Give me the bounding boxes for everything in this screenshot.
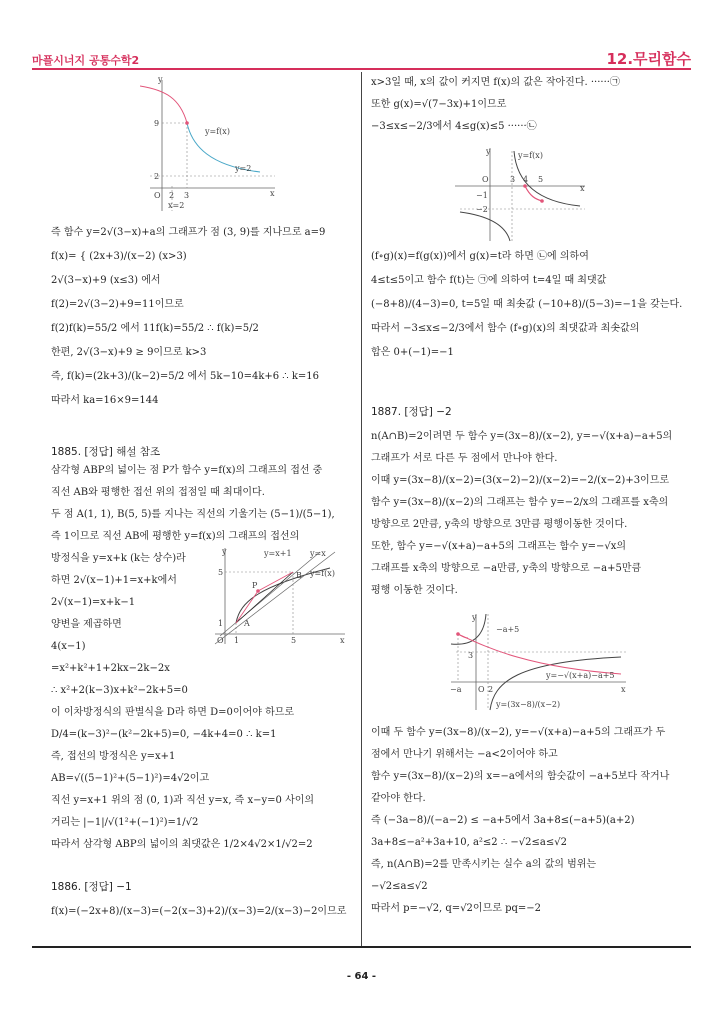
footer-rule [32, 946, 691, 948]
text-line: D/4=(k−3)²−(k²−2k+5)=0, −4k+4=0 ∴ k=1 [51, 729, 277, 740]
text-line: 4(x−1) [51, 641, 86, 652]
text-line: 함수 y=(3x−8)/(x−2)의 그래프는 함수 y=−2/x의 그래프를 x축의 [371, 497, 669, 508]
text-line: x>3일 때, x의 값이 커지면 f(x)의 값은 작아진다. ······㉠ [371, 77, 620, 88]
text-line: 직선 y=x+1 위의 점 (0, 1)과 직선 y=x, 즉 x−y=0 사이의 [51, 795, 315, 806]
fig1-tick-3: 3 [184, 191, 190, 200]
fig3-x-label: x [580, 184, 585, 193]
text-line: 방향으로 2만큼, y축의 방향으로 3만큼 평행이동한 것이다. [371, 519, 628, 530]
text-line: 이때 y=(3x−8)/(x−2)=(3(x−2)−2)/(x−2)=−2/(x−2)+3이므로 [371, 475, 670, 486]
text-line: =x²+k²+1+2kx−2k−2x [51, 663, 170, 674]
text-line: 삼각형 ABP의 넓이는 점 P가 함수 y=f(x)의 그래프의 접선 중 [51, 465, 323, 476]
fig4-x-label: x [621, 685, 626, 694]
text-line: 그래프를 x축의 방향으로 −a만큼, y축의 방향으로 −a+5만큼 [371, 563, 642, 574]
fig2-origin: O [217, 636, 224, 645]
figure-1885-prev-graph [140, 76, 280, 216]
fig2-point-p: P [252, 581, 258, 590]
fig2-x-label: x [340, 636, 345, 645]
fig2-fx-label: y=f(x) [310, 569, 335, 578]
answer-1885-heading: 1885. [정답] 해설 참조 [51, 446, 161, 458]
text-line: 따라서 삼각형 ABP의 넓이의 최댓값은 1/2×4√2×1/√2=2 [51, 839, 313, 850]
text-line: (f∘g)(x)=f(g(x))에서 g(x)=t라 하면 ㉡에 의하여 [371, 251, 589, 262]
text-line: −3≤x≤−2/3에서 4≤g(x)≤5 ······㉡ [371, 121, 537, 132]
text-line: f(x)=(−2x+8)/(x−3)=(−2(x−3)+2)/(x−3)=2/(x−3)−2이므로 [51, 906, 347, 917]
text-line: 평행 이동한 것이다. [371, 585, 458, 596]
fig3-tick-3: 3 [510, 175, 516, 184]
text-line: 즉 함수 y=2√(3−x)+a의 그래프가 점 (3, 9)를 지나므로 a=9 [51, 227, 326, 238]
fig1-ytick-2: 2 [154, 172, 160, 181]
answer-1887-heading: 1887. [정답] −2 [371, 406, 452, 418]
chapter-title: 12.무리함수 [606, 50, 691, 68]
text-line: 방정식을 y=x+k (k는 상수)라 [51, 553, 186, 564]
text-line: (−8+8)/(4−3)=0, t=5일 때 최솟값 (−10+8)/(5−3)=−1을 갖는다. [371, 299, 683, 310]
text-line: 점에서 만나기 위해서는 −a<2이어야 하고 [371, 749, 558, 760]
text-line: 즉 (−3a−8)/(−a−2) ≤ −a+5에서 3a+8≤(−a+5)(a+2) [371, 815, 635, 826]
text-line: 즉, f(k)=(2k+3)/(k−2)=5/2 에서 5k−10=4k+6 ∴ k=16 [51, 371, 319, 382]
fig3-ytick-m1: −1 [476, 191, 488, 200]
text-line: 두 점 A(1, 1), B(5, 5)를 지나는 직선의 기울기는 (5−1)/(5−1), [51, 509, 335, 520]
page-header [32, 50, 691, 70]
column-divider [361, 72, 362, 947]
figure-1887-graph [446, 612, 631, 712]
text-line: 4≤t≤5이고 함수 f(t)는 ㉠에 의하여 t=4일 때 최댓값 [371, 275, 607, 286]
fig3-tick-4: 4 [523, 175, 529, 184]
text-line: f(2)=2√(3−2)+9=11이므로 [51, 299, 184, 310]
fig2-tick-1: 1 [234, 636, 240, 645]
figure-1885-graph [210, 546, 350, 646]
fig3-ytick-m2: −2 [476, 205, 488, 214]
text-line: f(2)f(k)=55/2 에서 11f(k)=55/2 ∴ f(k)=5/2 [51, 323, 259, 334]
page-number: - 64 - [346, 971, 377, 982]
fig1-fx-label: y=f(x) [205, 127, 230, 136]
text-line: 하면 2√(x−1)+1=x+k에서 [51, 575, 177, 586]
fig2-ytick-1: 1 [218, 619, 224, 628]
book-title: 마플시너지 공통수학2 [32, 54, 140, 67]
fig2-y-label: y [222, 547, 227, 556]
text-line: 2√(x−1)=x+k−1 [51, 597, 136, 608]
text-line: ∴ x²+2(k−3)x+k²−2k+5=0 [51, 685, 188, 696]
fig1-origin: O [154, 191, 161, 200]
text-line: 또한, 함수 y=−√(x+a)−a+5의 그래프는 함수 y=−√x의 [371, 541, 627, 552]
fig1-x-label: x [270, 189, 275, 198]
fig4-origin: O [478, 685, 485, 694]
text-line: 함수 y=(3x−8)/(x−2)의 x=−a에서의 함숫값이 −a+5보다 작거나 [371, 771, 670, 782]
fig4-ytick-a5: −a+5 [496, 625, 520, 634]
text-line: 따라서 p=−√2, q=√2이므로 pq=−2 [371, 903, 542, 914]
answer-1886-heading: 1886. [정답] −1 [51, 881, 132, 893]
figure-1886-graph [450, 146, 590, 246]
text-line: 그래프가 서로 다른 두 점에서 만나야 한다. [371, 453, 558, 464]
text-line: 이때 두 함수 y=(3x−8)/(x−2), y=−√(x+a)−a+5의 그래프가 두 [371, 727, 666, 738]
fig1-tick-9: 9 [154, 119, 160, 128]
text-line: 직선 AB와 평행한 접선 위의 접점일 때 최대이다. [51, 487, 265, 498]
header-rule [32, 68, 691, 70]
fig4-f2-label: y=(3x−8)/(x−2) [496, 700, 561, 709]
fig1-asym-label: y=2 [235, 164, 252, 173]
text-line: 따라서 ka=16×9=144 [51, 395, 159, 406]
text-line: −√2≤a≤√2 [371, 881, 428, 892]
fig4-ytick-3: 3 [468, 651, 474, 660]
text-line: AB=√((5−1)²+(5−1)²)=4√2이고 [51, 773, 210, 784]
text-line: 3a+8≤−a²+3a+10, a²≤2 ∴ −√2≤a≤√2 [371, 837, 567, 848]
fig2-point-b: B [296, 571, 302, 580]
fig4-y-label: y [472, 613, 477, 622]
text-line: 거리는 |−1|/√(1²+(−1)²)=1/√2 [51, 817, 199, 828]
fig1-tick-2: 2 [169, 191, 175, 200]
fig4-tick-ma: −a [450, 685, 462, 694]
text-line: 양변을 제곱하면 [51, 619, 122, 630]
text-line: 따라서 −3≤x≤−2/3에서 함수 (f∘g)(x)의 최댓값과 최솟값의 [371, 323, 640, 334]
fig1-y-label: y [158, 76, 163, 84]
text-line: 합은 0+(−1)=−1 [371, 347, 454, 358]
text-line: 즉, 접선의 방정식은 y=x+1 [51, 751, 176, 762]
fig4-f1-label: y=−√(x+a)−a+5 [546, 671, 615, 680]
fig3-tick-5: 5 [538, 175, 544, 184]
fig1-vasym-label: x=2 [168, 201, 185, 210]
text-line: f(x)= { (2x+3)/(x−2) (x>3) [51, 251, 187, 262]
text-line: 같아야 한다. [371, 793, 426, 804]
text-line: 즉, n(A∩B)=2를 만족시키는 실수 a의 값의 범위는 [371, 859, 597, 870]
fig3-y-label: y [486, 147, 491, 156]
fig3-fx-label: y=f(x) [518, 151, 543, 160]
text-line: 또한 g(x)=√(7−3x)+1이므로 [371, 99, 507, 110]
text-line: 한편, 2√(3−x)+9 ≥ 9이므로 k>3 [51, 347, 207, 358]
text-line: 이 이차방정식의 판별식을 D라 하면 D=0이어야 하므로 [51, 707, 295, 718]
fig2-point-a: A [244, 619, 250, 628]
fig2-tick-5: 5 [291, 636, 297, 645]
text-line: 2√(3−x)+9 (x≤3) 에서 [51, 275, 161, 286]
fig2-line1-label: y=x+1 [264, 549, 292, 558]
fig2-line2-label: y=x [310, 549, 326, 558]
fig3-origin: O [482, 175, 489, 184]
text-line: 즉 1이므로 직선 AB에 평행한 y=f(x)의 그래프의 접선의 [51, 531, 300, 542]
fig2-ytick-5: 5 [218, 568, 224, 577]
text-line: n(A∩B)=2이려면 두 함수 y=(3x−8)/(x−2), y=−√(x+a)−a+5의 [371, 431, 673, 442]
fig4-tick-2: 2 [488, 685, 494, 694]
